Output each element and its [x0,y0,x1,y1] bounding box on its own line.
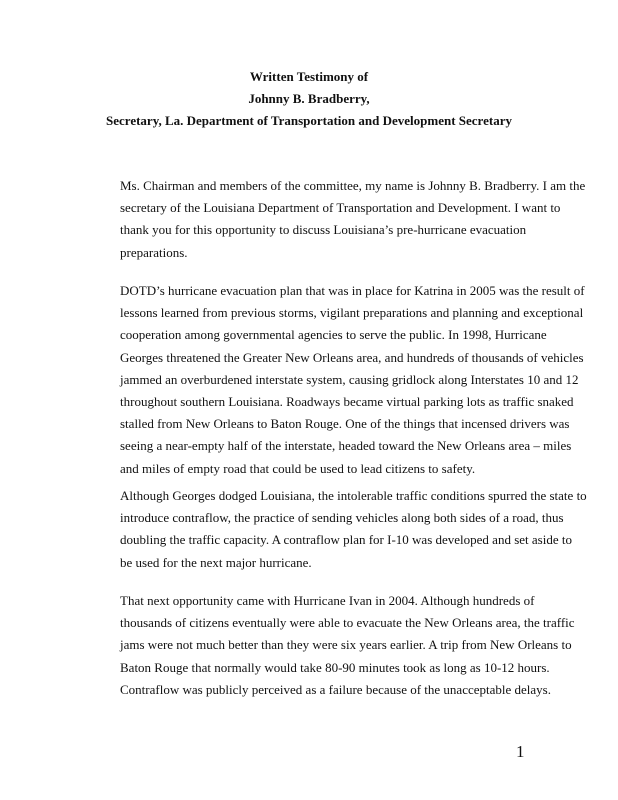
text-line: Contraflow was publicly perceived as a failure because of the unacceptable delays. [120,681,551,697]
text-line: Ms. Chairman and members of the committee, my name is Johnny B. Bradberry. I am the [120,178,586,193]
text-line: cooperation among governmental agencies to serve the public. In 1998, Hurricane [120,327,547,343]
text-line: jammed an overburdened interstate system, causing gridlock along Interstates 10 and 12 [120,371,579,387]
heading-position: Secretary, La. Department of Transportation and Development Secretary [106,113,512,128]
heading-title: Written Testimony of [249,69,369,84]
text-line: thousands of citizens eventually were able to evacuate the New Orleans area, the traffic [120,615,575,631]
heading-author: Johnny B. Bradberry, [248,91,370,106]
text-line: and miles of empty road that could be used to lead citizens to safety. [120,460,476,476]
text-line: Although Georges dodged Louisiana, the intolerable traffic conditions spurred the state to [120,488,587,503]
text-line: That next opportunity came with Hurricane Ivan in 2004. Although hundreds of [120,593,535,608]
paragraph-contraflow [120,485,587,574]
text-line: Georges threatened the Greater New Orleans area, and hundreds of thousands of vehicles [120,349,584,365]
paragraph-hurricane-ivan [120,590,575,701]
text-line: seeing a near-empty half of the interstate, headed toward the New Orleans area – miles [120,438,572,454]
text-line: doubling the traffic capacity. A contraflow plan for I-10 was developed and set aside to [120,532,572,548]
text-line: throughout southern Louisiana. Roadways became virtual parking lots as traffic snaked [120,394,574,410]
text-line: secretary of the Louisiana Department of Transportation and Development. I want to [120,200,561,216]
paragraph-evacuation-plan [120,280,585,480]
text-line: preparations. [120,244,188,260]
text-line: jams were not much better than they were six years earlier. A trip from New Orleans to [120,637,572,653]
text-line: introduce contraflow, the practice of sending vehicles along both sides of a road, thus [120,510,564,526]
text-line: DOTD’s hurricane evacuation plan that was in place for Katrina in 2005 was the result of [120,283,585,298]
text-line: thank you for this opportunity to discuss Louisiana’s pre-hurricane evacuation [120,222,527,238]
text-line: be used for the next major hurricane. [120,554,312,570]
document-heading [0,66,618,132]
page-number: 1 [516,742,525,761]
text-line: stalled from New Orleans to Baton Rouge. One of the things that incensed drivers was [120,416,570,432]
paragraph-introduction [120,175,586,264]
text-line: lessons learned from previous storms, vigilant preparations and planning and exceptional [120,305,584,321]
text-line: Baton Rouge that normally would take 80-90 minutes took as long as 10-12 hours. [120,659,550,675]
